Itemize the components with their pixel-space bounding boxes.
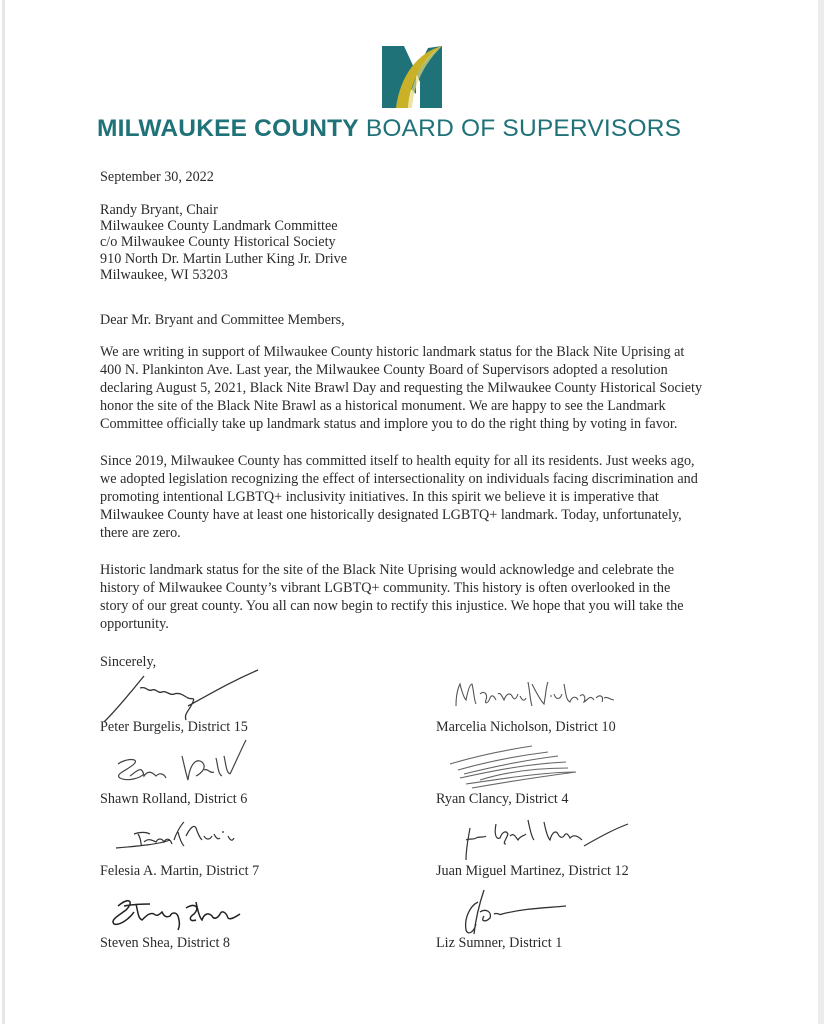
- body-paragraph-1: [100, 343, 728, 433]
- address-line: 910 North Dr. Martin Luther King Jr. Drive: [100, 250, 348, 267]
- signatory-block: [100, 810, 400, 880]
- signature-icon: [436, 810, 656, 866]
- signatory-name: Marcelia Nicholson, District 10: [436, 719, 616, 735]
- signatory-block: [100, 666, 400, 736]
- signatory-block: [436, 666, 736, 736]
- signature-icon: [436, 738, 656, 794]
- closing: Sincerely,: [100, 654, 157, 670]
- signatory-name: Liz Sumner, District 1: [436, 935, 563, 951]
- paragraph-line: Committee officially take up landmark status and implore you to do the right thing by voting in favor.: [100, 416, 678, 432]
- salutation: Dear Mr. Bryant and Committee Members,: [100, 312, 345, 328]
- paragraph-line: story of our great county. You all can now begin to rectify this injustice. We hope that you will take the: [100, 598, 684, 614]
- letter-date: September 30, 2022: [100, 169, 214, 185]
- heading-county: MILWAUKEE COUNTY: [97, 115, 359, 142]
- signature-icon: [436, 882, 656, 938]
- paragraph-line: history of Milwaukee County’s vibrant LGBTQ+ community. This history is often overlooked in the: [100, 580, 671, 596]
- signature-icon: [436, 666, 656, 722]
- signatory-block: [436, 810, 736, 880]
- signatory-name: Steven Shea, District 8: [100, 935, 231, 951]
- paragraph-line: We are writing in support of Milwaukee County historic landmark status for the Black Nite Uprising at: [100, 344, 685, 360]
- recipient-address: [100, 202, 347, 283]
- signatory-name: Shawn Rolland, District 6: [100, 791, 248, 807]
- signatory-name: Juan Miguel Martinez, District 12: [436, 863, 629, 879]
- signatory-block: [436, 882, 736, 952]
- signature-icon: [100, 882, 320, 938]
- paragraph-line: 400 N. Plankinton Ave. Last year, the Milwaukee County Board of Supervisors adopted a resolution: [100, 362, 668, 378]
- signatory-name: Felesia A. Martin, District 7: [100, 863, 260, 879]
- address-line: Milwaukee County Landmark Committee: [100, 218, 338, 235]
- paragraph-line: honor the site of the Black Nite Brawl as a historical monument. We are happy to see the Landmark: [100, 398, 666, 414]
- signatory-block: [100, 882, 400, 952]
- signature-icon: [100, 738, 320, 794]
- paragraph-line: there are zero.: [100, 525, 181, 541]
- page-edge-right: [818, 0, 824, 1024]
- address-line: Milwaukee, WI 53203: [100, 266, 228, 283]
- signature-icon: [100, 666, 320, 722]
- page-edge-left: [2, 0, 5, 1024]
- body-paragraph-2: [100, 452, 728, 542]
- signatory-block: [436, 738, 736, 808]
- paragraph-line: Since 2019, Milwaukee County has committed itself to health equity for all its residents. Just weeks ago,: [100, 453, 695, 469]
- heading-board: BOARD OF SUPERVISORS: [365, 115, 682, 142]
- paragraph-line: we adopted legislation recognizing the effect of intersectionality on individuals facing discrimination and: [100, 471, 698, 487]
- paragraph-line: promoting intentional LGBTQ+ inclusivity initiatives. In this spirit we believe it is imperative that: [100, 489, 659, 505]
- signature-icon: [100, 810, 320, 866]
- paragraph-line: declaring August 5, 2021, Black Nite Brawl Day and requesting the Milwaukee County Historical Society: [100, 380, 703, 396]
- paragraph-line: Historic landmark status for the site of the Black Nite Uprising would acknowledge and celebrate the: [100, 562, 675, 578]
- milwaukee-county-logo-icon: [378, 42, 446, 110]
- paragraph-line: opportunity.: [100, 616, 169, 632]
- signatory-name: Ryan Clancy, District 4: [436, 791, 569, 807]
- signatory-name: Peter Burgelis, District 15: [100, 719, 248, 735]
- address-line: Randy Bryant, Chair: [100, 202, 218, 218]
- address-line: c/o Milwaukee County Historical Society: [100, 234, 336, 251]
- letterhead-heading: [97, 113, 727, 145]
- paragraph-line: Milwaukee County have at least one historically designated LGBTQ+ landmark. Today, unfortunately,: [100, 507, 682, 523]
- body-paragraph-3: [100, 561, 728, 633]
- signatory-block: [100, 738, 400, 808]
